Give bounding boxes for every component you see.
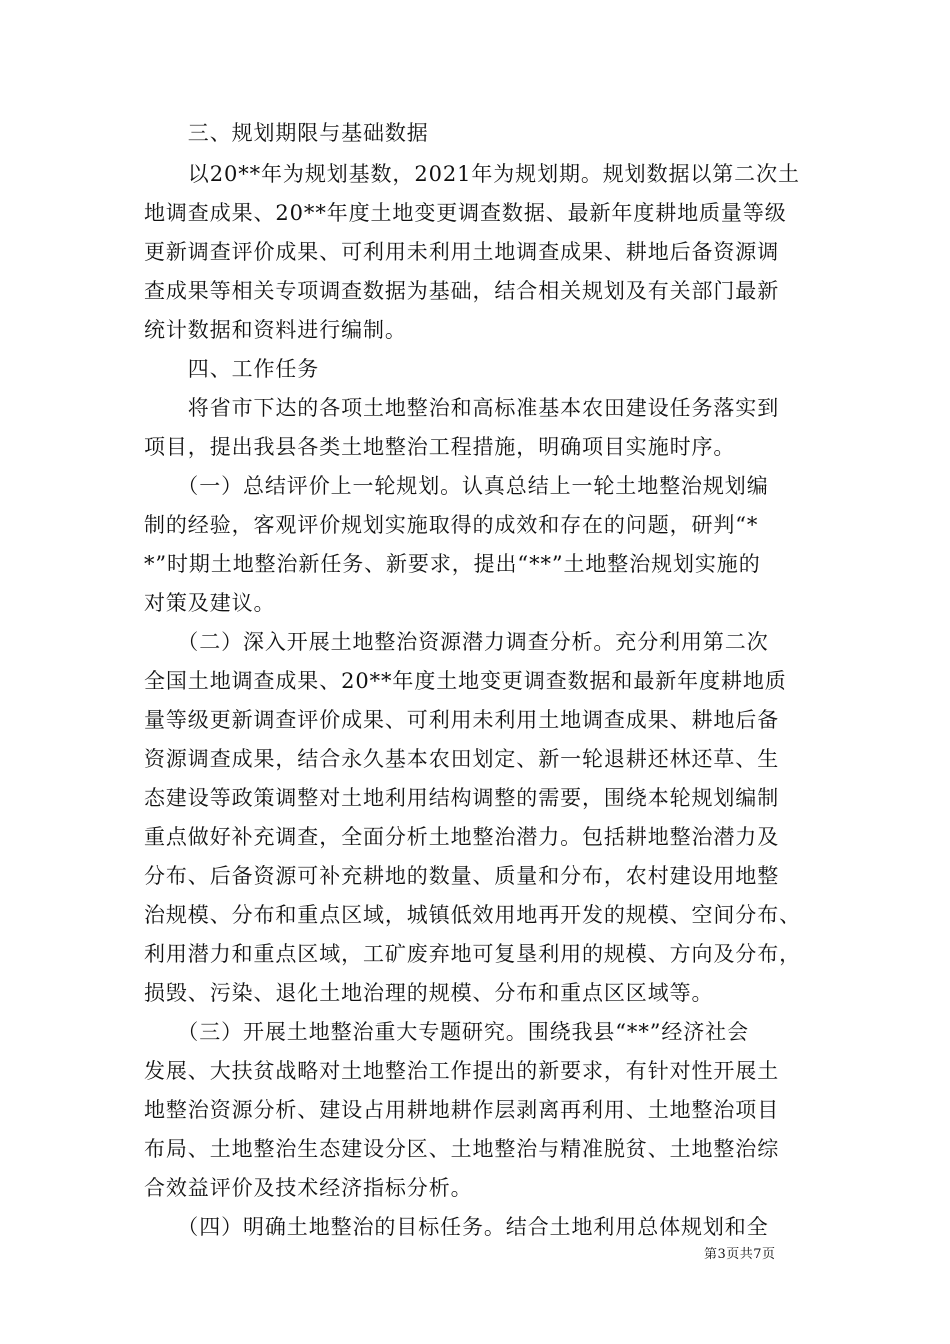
paragraph-line: 对策及建议。	[144, 591, 276, 615]
paragraph-line: 治规模、分布和重点区域，城镇低效用地再开发的规模、空间分布、	[144, 903, 801, 927]
section-heading-4: 四、工作任务	[144, 357, 320, 381]
paragraph-line: （二）深入开展土地整治资源潜力调查分析。充分利用第二次	[144, 630, 769, 654]
paragraph-line: 态建设等政策调整对土地利用结构调整的需要，围绕本轮规划编制	[144, 786, 780, 810]
paragraph-line: （三）开展土地整治重大专题研究。围绕我县“**”经济社会	[144, 1020, 749, 1044]
paragraph-line: 损毁、污染、退化土地治理的规模、分布和重点区区域等。	[144, 981, 714, 1005]
section-heading-3: 三、规划期限与基础数据	[144, 121, 429, 145]
paragraph-line: 地调查成果、20**年度土地变更调查数据、最新年度耕地质量等级	[144, 201, 787, 225]
paragraph-line: 资源调查成果，结合永久基本农田划定、新一轮退耕还林还草、生	[144, 747, 780, 771]
paragraph-line: 更新调查评价成果、可利用未利用土地调查成果、耕地后备资源调	[144, 240, 780, 264]
paragraph-line: 地整治资源分析、建设占用耕地耕作层剥离再利用、土地整治项目	[144, 1098, 780, 1122]
paragraph-line: *”时期土地整治新任务、新要求，提出“**”土地整治规划实施的	[144, 552, 761, 576]
page-number: 第3页共7页	[704, 1247, 776, 1262]
paragraph-line: 以20**年为规划基数，2021年为规划期。规划数据以第二次土	[144, 162, 800, 186]
paragraph-line: 制的经验，客观评价规划实施取得的成效和存在的问题，研判“*	[144, 513, 759, 537]
paragraph-line: （四）明确土地整治的目标任务。结合土地利用总体规划和全	[144, 1215, 769, 1239]
paragraph-line: 查成果等相关专项调查数据为基础，结合相关规划及有关部门最新	[144, 279, 780, 303]
paragraph-line: 量等级更新调查评价成果、可利用未利用土地调查成果、耕地后备	[144, 708, 780, 732]
paragraph-line: 合效益评价及技术经济指标分析。	[144, 1176, 473, 1200]
paragraph-line: 发展、大扶贫战略对土地整治工作提出的新要求，有针对性开展土	[144, 1059, 780, 1083]
paragraph-line: 项目，提出我县各类土地整治工程措施，明确项目实施时序。	[144, 435, 736, 459]
paragraph-line: 分布、后备资源可补充耕地的数量、质量和分布，农村建设用地整	[144, 864, 780, 888]
paragraph-line: 统计数据和资料进行编制。	[144, 318, 407, 342]
paragraph-line: （一）总结评价上一轮规划。认真总结上一轮土地整治规划编	[144, 474, 769, 498]
paragraph-line: 布局、土地整治生态建设分区、土地整治与精准脱贫、土地整治综	[144, 1137, 780, 1161]
paragraph-line: 重点做好补充调查，全面分析土地整治潜力。包括耕地整治潜力及	[144, 825, 780, 849]
paragraph-line: 利用潜力和重点区域，工矿废弃地可复垦利用的规模、方向及分布，	[144, 942, 801, 966]
paragraph-line: 将省市下达的各项土地整治和高标准基本农田建设任务落实到	[144, 396, 780, 420]
paragraph-line: 全国土地调查成果、20**年度土地变更调查数据和最新年度耕地质	[144, 669, 787, 693]
